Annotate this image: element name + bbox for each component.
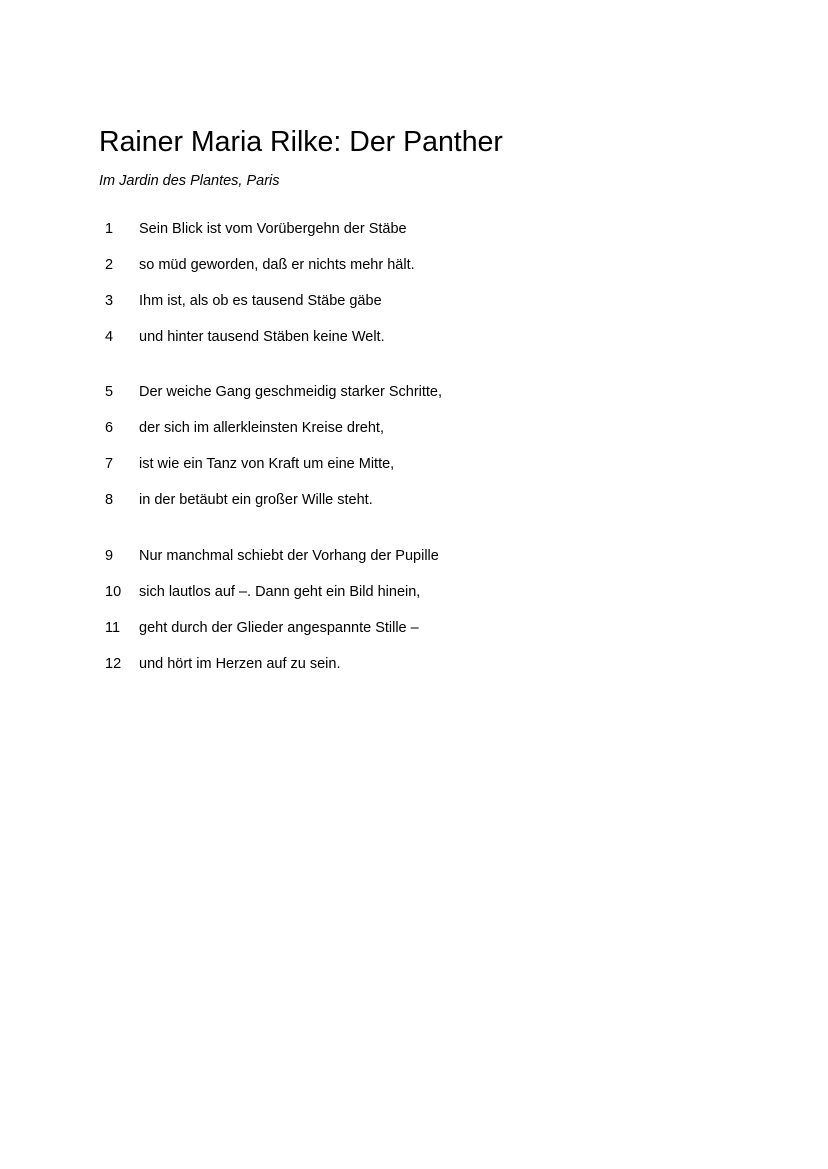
poem-line (0, 489, 828, 511)
poem-line (0, 417, 828, 439)
line-number: 8 (105, 492, 114, 508)
line-number: 7 (105, 456, 114, 472)
line-number: 1 (105, 221, 114, 237)
line-text: und hört im Herzen auf zu sein. (139, 656, 341, 672)
line-number: 12 (105, 656, 122, 672)
line-number: 2 (105, 257, 114, 273)
poem-line (0, 653, 828, 675)
line-text: Sein Blick ist vom Vorübergehn der Stäbe (139, 221, 407, 237)
line-number: 4 (105, 329, 114, 345)
page-subtitle: Im Jardin des Plantes, Paris (99, 173, 280, 189)
poem-line (0, 254, 828, 276)
page-title: Rainer Maria Rilke: Der Panther (99, 126, 503, 158)
poem-line (0, 290, 828, 312)
poem-line (0, 617, 828, 639)
line-text: sich lautlos auf –. Dann geht ein Bild hinein, (139, 584, 421, 600)
poem-line (0, 581, 828, 603)
line-text: Der weiche Gang geschmeidig starker Schritte, (139, 384, 443, 400)
line-text: Nur manchmal schiebt der Vorhang der Pupille (139, 548, 439, 564)
line-text: der sich im allerkleinsten Kreise dreht, (139, 420, 384, 436)
poem-line (0, 326, 828, 348)
line-number: 10 (105, 584, 122, 600)
line-number: 11 (105, 620, 121, 636)
line-text: ist wie ein Tanz von Kraft um eine Mitte, (139, 456, 395, 472)
poem-line (0, 453, 828, 475)
line-text: in der betäubt ein großer Wille steht. (139, 492, 373, 508)
poem-line (0, 381, 828, 403)
line-text: Ihm ist, als ob es tausend Stäbe gäbe (139, 293, 382, 309)
line-number: 9 (105, 548, 114, 564)
line-text: so müd geworden, daß er nichts mehr hält. (139, 257, 415, 273)
line-number: 6 (105, 420, 114, 436)
line-text: und hinter tausend Stäben keine Welt. (139, 329, 385, 345)
poem-line (0, 218, 828, 240)
line-number: 5 (105, 384, 114, 400)
poem-line (0, 545, 828, 567)
line-number: 3 (105, 293, 114, 309)
line-text: geht durch der Glieder angespannte Stille – (139, 620, 419, 636)
